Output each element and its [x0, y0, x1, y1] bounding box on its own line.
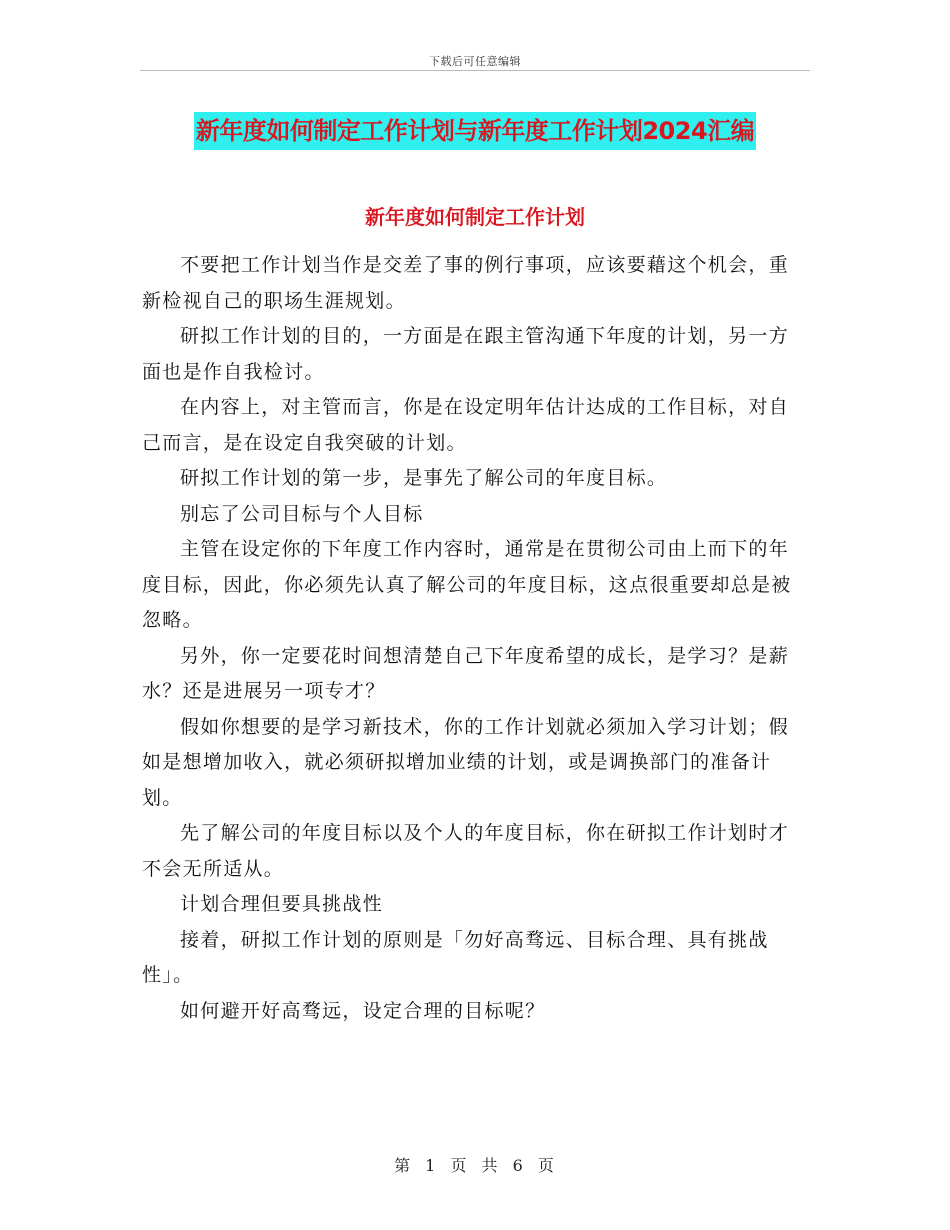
paragraph: 主管在设定你的下年度工作内容时，通常是在贯彻公司由上而下的年度目标，因此，你必须先认真了解公司的年度目标，这点很重要却总是被忽略。 [142, 538, 792, 631]
paragraph: 如何避开好高骛远，设定合理的目标呢？ [180, 999, 546, 1022]
paragraph: 假如你想要的是学习新技术，你的工作计划就必须加入学习计划；假如是想增加收入，就必须研拟增加业绩的计划，或是调换部门的准备计划。 [142, 715, 790, 809]
page-header-note: 下载后可任意编辑 [429, 55, 521, 68]
paragraph: 不要把工作计划当作是交差了事的例行事项，应该要藉这个机会，重新检视自己的职场生涯规划。 [142, 254, 790, 312]
paragraph: 在内容上，对主管而言，你是在设定明年估计达成的工作目标，对自己而言，是在设定自我突破的计划。 [142, 396, 790, 454]
main-title-container [0, 112, 950, 150]
paragraph: 接着，研拟工作计划的原则是「勿好高骛远、目标合理、具有挑战性」。 [142, 928, 769, 986]
paragraph: 先了解公司的年度目标以及个人的年度目标，你在研拟工作计划时才不会无所适从。 [142, 822, 790, 880]
subheading-paragraph: 别忘了公司目标与个人目标 [180, 502, 424, 525]
document-body [142, 248, 802, 1029]
subheading-paragraph: 计划合理但要具挑战性 [180, 893, 384, 915]
paragraph: 研拟工作计划的目的，一方面是在跟主管沟通下年度的计划，另一方面也是作自我检讨。 [142, 325, 790, 383]
page-number-footer: 第 1 页 共 6 页 [394, 1156, 556, 1175]
section-title: 新年度如何制定工作计划 [365, 205, 585, 229]
header-divider [140, 70, 810, 71]
paragraph: 另外，你一定要花时间想清楚自己下年度希望的成长，是学习？是薪水？还是进展另一项专才？ [142, 644, 790, 702]
paragraph: 研拟工作计划的第一步，是事先了解公司的年度目标。 [180, 467, 668, 489]
main-title: 新年度如何制定工作计划与新年度工作计划2024汇编 [194, 112, 756, 150]
